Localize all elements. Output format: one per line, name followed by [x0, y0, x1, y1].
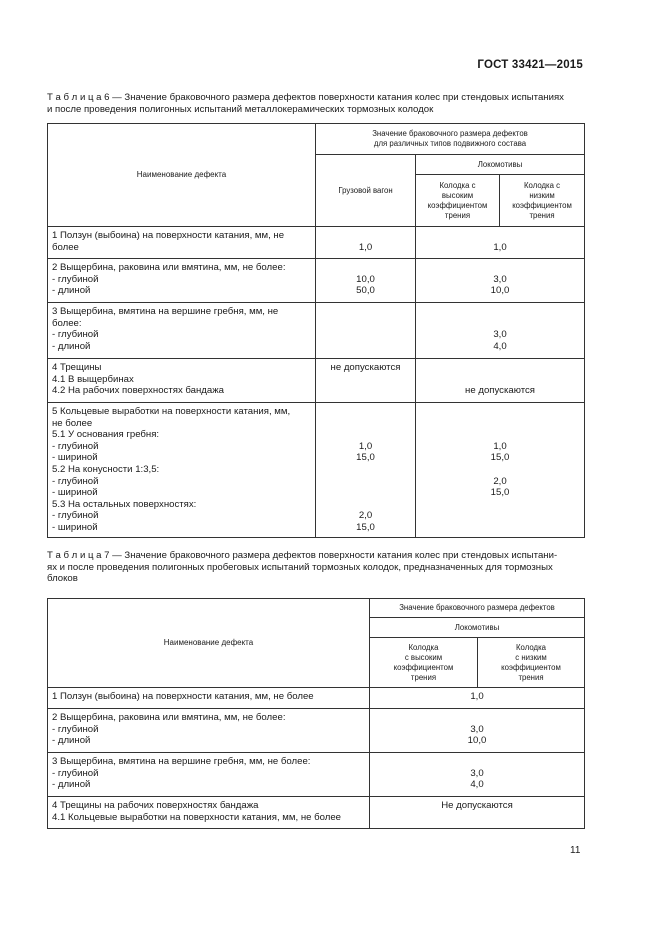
value-cell: 3,0 4,0 — [370, 753, 585, 797]
value-cell: 1,0 — [370, 688, 585, 709]
header-high-friction: Колодка с высоким коэффициентом трения — [416, 175, 500, 227]
table-row — [48, 359, 585, 403]
value-cell: 3,0 4,0 — [416, 303, 585, 359]
value-cell: 3,0 10,0 — [370, 709, 585, 753]
defect-cell: 2 Выщербина, раковина или вмятина, мм, не более: - глубиной - длиной — [48, 709, 370, 753]
table7-caption — [47, 550, 584, 585]
defect-cell: 2 Выщербина, раковина или вмятина, мм, не более: - глубиной - длиной — [48, 259, 316, 303]
value-cell: не допускаются — [416, 359, 585, 403]
defect-cell: 1 Ползун (выбоина) на поверхности катания, мм, не более — [48, 227, 316, 259]
value-cell — [316, 303, 416, 359]
table-row — [48, 709, 585, 753]
table-row — [48, 753, 585, 797]
table6-caption — [47, 92, 584, 115]
caption-line: ях и после проведения полигонных пробеговых испытаний тормозных колодок, предназначенных для тормозных — [47, 561, 553, 573]
table-row — [48, 303, 585, 359]
value-cell: 1,0 — [416, 227, 585, 259]
standard-number: ГОСТ 33421—2015 — [477, 59, 583, 71]
header-defect-name: Наименование дефекта — [48, 599, 370, 688]
header-high-friction: Колодка с высоким коэффициентом трения — [370, 638, 478, 688]
header-value-group: Значение браковочного размера дефектов — [370, 599, 585, 618]
header-locomotives: Локомотивы — [370, 618, 585, 638]
value-cell: 10,0 50,0 — [316, 259, 416, 303]
header-low-friction: Колодка с низким коэффициентом трения — [500, 175, 585, 227]
caption-line: Т а б л и ц а 7 — Значение браковочного размера дефектов поверхности катания колес при стендовых испытани- — [47, 550, 558, 561]
defect-cell: 3 Выщербина, вмятина на вершине гребня, мм, не более: - глубиной - длиной — [48, 303, 316, 359]
header-locomotives: Локомотивы — [416, 155, 585, 175]
value-cell: 3,0 10,0 — [416, 259, 585, 303]
table-row — [48, 259, 585, 303]
table-row — [48, 227, 585, 259]
header-low-friction: Колодка с низким коэффициентом трения — [478, 638, 585, 688]
caption-line: Т а б л и ц а 6 — Значение браковочного размера дефектов поверхности катания колес при стендовых испытаниях — [47, 92, 564, 103]
value-cell: 1,0 15,0 2,0 15,0 — [316, 403, 416, 538]
table6 — [47, 123, 585, 538]
page-number: 11 — [570, 845, 581, 856]
defect-cell: 1 Ползун (выбоина) на поверхности катания, мм, не более — [48, 688, 370, 709]
header-value-group: Значение браковочного размера дефектов для различных типов подвижного состава — [316, 124, 585, 155]
defect-cell: 3 Выщербина, вмятина на вершине гребня, мм, не более: - глубиной - длиной — [48, 753, 370, 797]
table-row — [48, 688, 585, 709]
caption-line: и после проведения полигонных испытаний металлокерамических тормозных колодок — [47, 103, 434, 115]
header-defect-name: Наименование дефекта — [48, 124, 316, 227]
value-cell: не допускаются — [316, 359, 416, 403]
defect-cell: 4 Трещины на рабочих поверхностях бандажа 4.1 Кольцевые выработки на поверхности катания, мм, не более — [48, 797, 370, 829]
value-cell: 1,0 — [316, 227, 416, 259]
caption-line: блоков — [47, 573, 78, 585]
defect-cell: 4 Трещины 4.1 В выщербинах 4.2 На рабочих поверхностях бандажа — [48, 359, 316, 403]
header-freight-wagon: Грузовой вагон — [316, 155, 416, 227]
value-cell: 1,0 15,0 2,0 15,0 — [416, 403, 585, 538]
table-row — [48, 797, 585, 829]
table-row — [48, 403, 585, 538]
table7 — [47, 598, 585, 829]
defect-cell: 5 Кольцевые выработки на поверхности катания, мм, не более 5.1 У основания гребня: - глубиной - шириной 5.2 На конусности 1:3,5: - глубиной - шириной 5.3 На остальных поверхностях: - глубиной - шириной — [48, 403, 316, 538]
value-cell: Не допускаются — [370, 797, 585, 829]
